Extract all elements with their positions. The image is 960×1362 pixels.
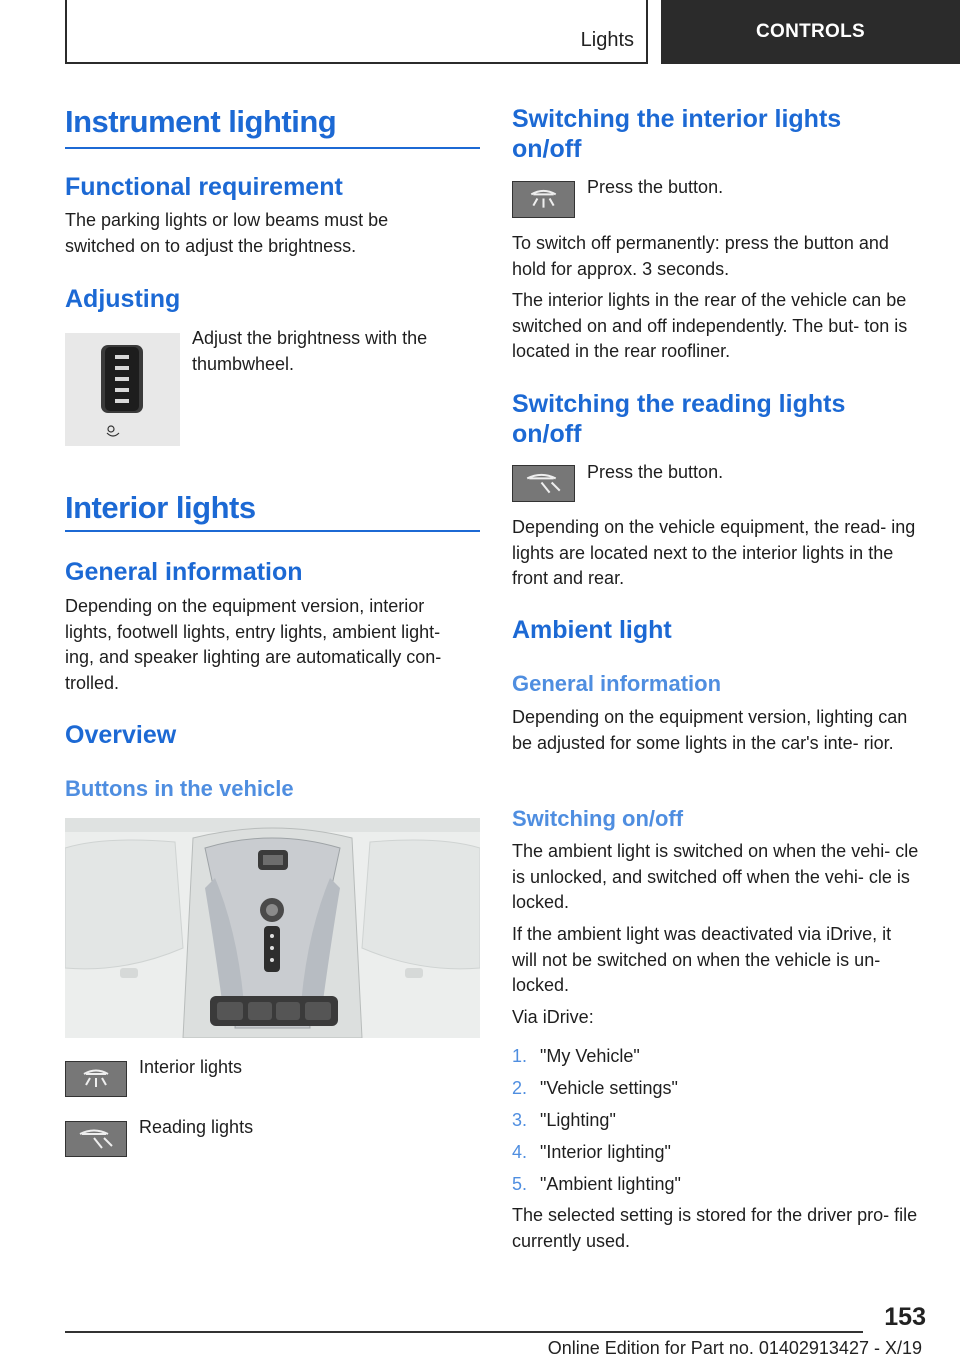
header-chapter-tab: CONTROLS [661, 0, 960, 64]
ambient-switch-title: Switching on/off [512, 806, 684, 831]
ambient-general-title: General information [512, 671, 722, 696]
via-idrive-label: Via iDrive: [512, 1007, 594, 1027]
title-rule [65, 530, 480, 532]
interior-light-icon [513, 182, 574, 217]
list-item: 4. "Interior lighting" [512, 1142, 671, 1162]
closing-text: The selected setting is stored for the driver pro- file currently used. [512, 1205, 918, 1251]
ambient-light-title: Ambient light [512, 616, 672, 644]
reading-light-button-icon [512, 465, 575, 502]
legend-reading-lights: Reading lights [139, 1117, 254, 1137]
general-information-title: General information [65, 558, 303, 586]
interior-light-button-icon [512, 181, 575, 218]
switch-interior-press: Press the button. [587, 177, 724, 197]
reading-light-button-icon [65, 1121, 127, 1157]
ambient-switch-p2: If the ambient light was deactivated via iDrive, it will not be switched on when the vehicle is un- locked. [512, 924, 892, 995]
switch-reading-p1: Depending on the vehicle equipment, the read- ing lights are located next to the interior lights in the front and rear. [512, 517, 916, 588]
instrument-lighting-title: Instrument lighting [65, 104, 337, 139]
adjusting-title: Adjusting [65, 285, 181, 313]
roof-console-illustration [65, 818, 480, 1038]
footer-rule [65, 1331, 863, 1333]
idrive-steps-list [512, 1040, 681, 1200]
thumbwheel-icon [65, 333, 180, 446]
overview-title: Overview [65, 721, 177, 749]
reading-light-icon [513, 466, 574, 501]
list-item: 1. "My Vehicle" [512, 1046, 640, 1066]
header-section-box [65, 0, 648, 64]
ambient-switch-p1: The ambient light is switched on when the vehi- cle is unlocked, and switched off when the vehi- cle is locked. [512, 841, 919, 912]
interior-light-button-icon [65, 1061, 127, 1097]
reading-light-icon [66, 1122, 126, 1156]
functional-requirement-title: Functional requirement [65, 173, 343, 201]
functional-requirement-text: The parking lights or low beams must be switched on to adjust the brightness. [65, 210, 389, 256]
thumbwheel-image [65, 333, 180, 446]
switch-interior-p2: The interior lights in the rear of the vehicle can be switched on and off independently. The but- ton is located in the rear roofliner. [512, 290, 908, 361]
page-number: 153 [884, 1303, 926, 1331]
roof-console-image [65, 818, 480, 1038]
interior-lights-title: Interior lights [65, 490, 256, 525]
footer-edition: Online Edition for Part no. 01402913427 - X/19 [547, 1338, 922, 1358]
ambient-general-text: Depending on the equipment version, lighting can be adjusted for some lights in the car's inte- rior. [512, 707, 908, 753]
legend-interior-lights: Interior lights [139, 1057, 243, 1077]
switch-reading-title: Switching the reading lights on/off [512, 390, 846, 448]
list-item: 2. "Vehicle settings" [512, 1078, 678, 1098]
switch-reading-press: Press the button. [587, 462, 724, 482]
header-section-label: Lights [580, 29, 634, 51]
buttons-in-vehicle-title: Buttons in the vehicle [65, 776, 294, 801]
switch-interior-p1: To switch off permanently: press the button and hold for approx. 3 seconds. [512, 233, 889, 279]
list-item: 5. "Ambient lighting" [512, 1174, 681, 1194]
title-rule [65, 147, 480, 149]
interior-light-icon [66, 1062, 126, 1096]
adjusting-text: Adjust the brightness with the thumbwheel. [192, 328, 428, 374]
list-item: 3. "Lighting" [512, 1110, 616, 1130]
switch-interior-title: Switching the interior lights on/off [512, 105, 842, 163]
general-information-text: Depending on the equipment version, interior lights, footwell lights, entry lights, ambient light- ing, and speaker lighting are automatically con- trolled. [65, 596, 442, 693]
